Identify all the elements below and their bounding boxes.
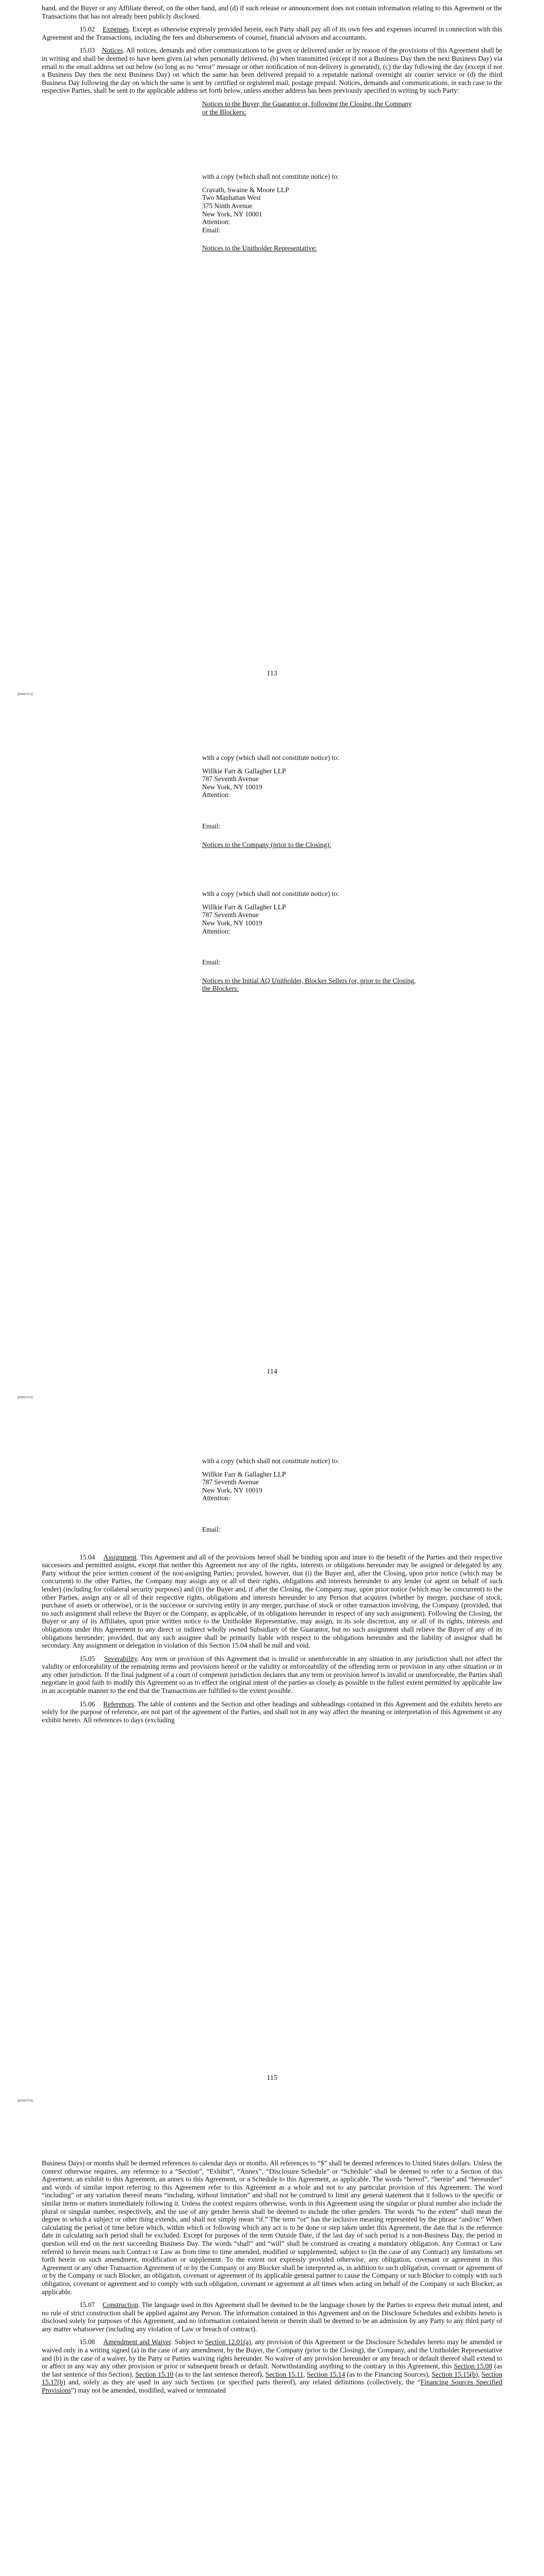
section-title: Notices xyxy=(102,46,123,55)
email-label: Email: xyxy=(202,958,221,967)
page-content xyxy=(42,1457,502,1729)
address-line: New York, NY 10019 xyxy=(202,1486,262,1494)
address-line: Willkie Farr & Gallagher LLP xyxy=(202,903,286,911)
address-line: New York, NY 10019 xyxy=(202,783,262,791)
section-text: (as to the Financing Sources), xyxy=(345,2370,432,2378)
address-line: Willkie Farr & Gallagher LLP xyxy=(202,767,286,775)
page-115 xyxy=(0,1406,544,2110)
section-reference-link: Section 15.11 xyxy=(265,2370,304,2378)
section-number: 15.06 xyxy=(79,1700,95,1708)
page-content xyxy=(42,754,502,993)
notice-heading-company: Notices to the Company (prior to the Closing): xyxy=(202,840,332,849)
email-label: Email: xyxy=(202,822,221,830)
page-116 xyxy=(0,2110,544,2576)
copy-label: with a copy (which shall not constitute notice) to: xyxy=(202,1457,339,1465)
doc-id: [[5999767]] xyxy=(18,1396,33,1399)
address-line: Two Manhattan West xyxy=(202,194,261,202)
page-number: 113 xyxy=(267,670,277,677)
section-number: 15.05 xyxy=(79,1654,95,1663)
section-reference-link: Section 15.17(b) xyxy=(42,2370,502,2386)
section-15-06 xyxy=(42,1700,502,1724)
page-113 xyxy=(0,0,544,703)
section-15-05 xyxy=(42,1655,502,1695)
section-text: . Except as otherwise expressly provided herein, each Party shall pay all of its own fees and expenses incurred in connection with this Agreement and the Transactions, including the fees and disbursements of counsel, financial advisors and accountants. xyxy=(42,25,502,41)
address-line: Email: xyxy=(202,226,221,234)
section-title: Construction xyxy=(102,2301,139,2309)
section-reference-link: Section 15.15(b) xyxy=(432,2370,478,2378)
page-number: 114 xyxy=(267,1368,277,1376)
address-line: Attention: xyxy=(202,927,230,935)
address-line: Willkie Farr & Gallagher LLP xyxy=(202,1470,286,1478)
page-content xyxy=(42,4,502,252)
address-line: Attention: xyxy=(202,1494,230,1502)
page-content xyxy=(42,2159,502,2400)
section-15-03 xyxy=(42,46,502,95)
address-willkie xyxy=(202,1470,419,1502)
section-15-07 xyxy=(42,2301,502,2333)
section-text: . The table of contents and the Section and other headings and subheadings contained in this Agreement and the exhibits hereto are solely for the purpose of reference, are not part of the agreement of the Parties, and shall not in any way affect the meaning or interpretation of this Agreement or any exhibit hereto. All references to days (excluding xyxy=(42,1700,503,1724)
address-line: Attention: xyxy=(202,791,230,799)
section-text: . The language used in this Agreement shall be deemed to be the language chosen by the Parties to express their mutual intent, and no rule of strict construction shall be applied against any Person. The information contained in this Agreement and on the Disclosure Schedules and exhibits hereto is disclosed solely for purposes of this Agreement, and no information contained herein or therein shall be deemed to be an admission by any Party to any third party of any matter whatsoever (including any violation of Law or breach of contract). xyxy=(42,2301,503,2333)
section-15-02 xyxy=(42,25,502,41)
doc-id: [[5999767]] xyxy=(18,2099,33,2103)
section-title: Severability xyxy=(104,1654,137,1663)
section-title: Amendment and Waiver xyxy=(103,2338,171,2346)
notice-heading-unitholder-rep: Notices to the Unitholder Representative: xyxy=(202,244,317,252)
section-text: ”) may not be amended, modified, waived or terminated xyxy=(71,2386,226,2395)
section-text: . All notices, demands and other communications to be given or delivered under or by reason of the provisions of this Agreement shall be in writing and shall be deemed to have been given (a) when personally delivered, (b) when transmitted (except if not a Business Day then the next Business Day) via email to the email address set out below (so long as no “error” message or other notification of non-delivery is generated), (c) the day following the day (except if not a Business Day then the next Business Day) on which the same has been delivered prepaid to a reputable national overnight air courier service or (d) the third Business Day following the day on which the same is sent by certified or registered mail, postage prepaid. Notices, demands and communications, in each case to the respective Parties, shall be sent to the applicable address set forth below, unless another address has been previously specified in writing by such Party: xyxy=(42,46,503,95)
section-number: 15.02 xyxy=(79,25,95,33)
section-text: . This Agreement and all of the provisions hereof shall be binding upon and inure to the benefit of the Parties and their respective successors and permitted assigns, except that neither this Agreement nor any of the rights, interests or obligations hereunder may be assigned or delegated by any Party without the prior written consent of the non-assigning Parties; provided, however, that (i) the Buyer and, after the Closing, upon prior notice (which may be concurrent) to the other Parties, the Company may assign any or all of their rights, obligations and interests hereunder to any lender (or agent on behalf of such lender) (including for collateral security purposes) and (ii) the Buyer and, if after the Closing, the Company may, upon prior notice (which may be concurrent) to the other Parties, assign any or all of their respective rights, obligations and interests hereunder to any Person that acquires (whether by merger, purchase of stock, purchase of assets or otherwise), or is the successor or surviving entity in any merger, purchase of stock or other transaction involving, the Company (provided, that no such assignment shall relieve the Buyer or the Company, as applicable, of its obligations hereunder in respect of any such assignment). Following the Closing, the Buyer or any of its Affiliates, upon prior written notice to the Unitholder Representative, may assign, in its sole discretion, any or all of its rights, interests and obligations under this Agreement to any direct or indirect wholly owned Subsidiary of the Guarantor, but no such assignment shall relieve the Buyer of any of its obligations hereunder; provided, that any such assignee shall be primarily liable with respect to the obligations hereunder and the liability of assignor shall be secondary. Any assignment or delegation in violation of this Section 15.04 shall be null and void. xyxy=(42,1553,502,1650)
address-line: New York, NY 10001 xyxy=(202,210,262,218)
page-number: 115 xyxy=(267,2074,277,2082)
address-line: 787 Seventh Avenue xyxy=(202,775,259,783)
section-reference-link: Section 15.10 xyxy=(135,2370,174,2378)
address-line: 787 Seventh Avenue xyxy=(202,1478,259,1486)
address-willkie xyxy=(202,903,419,935)
copy-label: with a copy (which shall not constitute notice) to: xyxy=(202,754,339,761)
section-text: (as to the last sentence thereof), xyxy=(173,2370,266,2378)
section-title: Expenses xyxy=(103,25,129,33)
section-reference-link: Section 15.08 xyxy=(454,2362,492,2370)
section-reference-link: Section 12.01(a) xyxy=(205,2338,251,2346)
section-15-04 xyxy=(42,1553,502,1650)
email-label: Email: xyxy=(202,1525,221,1533)
address-line: 375 Ninth Avenue xyxy=(202,201,253,210)
section-text: (as the last sentence of this Section), xyxy=(42,2362,502,2378)
copy-label: with a copy (which shall not constitute notice) to: xyxy=(202,173,339,181)
paragraph: Business Days) or months shall be deemed references to calendar days or months. All references to “$” shall be deemed references to United States dollars. Unless the context otherwise requires, any reference to a “Section”, “Exhibit”, “Annex”, “Disclosure Schedule” or “Schedule” shall be deemed to refer to a Section of this Agreement, an exhibit to this Agreement, an annex to this Agreement, or a Schedule to this Agreement, as applicable. The words “hereof”, “herein” and “hereunder” and words of similar import referring to this Agreement refer to this Agreement as a whole and not to any particular provision of this Agreement. The word “including” or any variation thereof means “including, without limitation” and shall not be construed to limit any general statement that it follows to the specific or similar items or matters immediately following it. Unless the context requires otherwise, words in this Agreement using the singular or plural number also include the plural or singular number, respectively, and the use of any gender herein shall be deemed to include the other genders. The words “to the extent” shall mean the degree to which a subject or other thing extends, and shall not simply mean “if.” The term “or” has the inclusive meaning represented by the phrase “and/or.” When calculating the period of time before which, within which or following which any act is to be done or step taken under this Agreement, the date that is the reference date in calculating such period shall be excluded. Except for purposes of the term Outside Date, if the last day of such period is a non-Business Day, the period in question will end on the next succeeding Business Day. The words “shall” and “will” shall be construed as creating a mandatory obligation. Any Contract or Law referred to herein means such Contract or Law as from time to time amended, modified or supplemented, subject to (in the case of any Contract) any limitations set forth herein on such amendment, modification or supplement. To the extent not expressly provided otherwise, any obligation, covenant or agreement in this Agreement or any other Transaction Agreement of or by the Company or any Blocker shall be interpreted as, in addition to such obligation, covenant or agreement of or by the Company or such Blocker, an obligation, covenant or agreement of its applicable general partner to cause the Company or such Blocker to comply with such obligation, covenant or agreement and to comply with such obligation, covenant or agreement at all times when acting on behalf of the Company or such Blocker, as applicable. xyxy=(42,2159,502,2296)
section-text: . Any term or provision of this Agreement that is invalid or unenforceable in any situation in any jurisdiction shall not affect the validity or enforceability of the remaining terms and provisions hereof or the validity or enforceability of the offending term or provision in any other situation or in any other jurisdiction. If the final judgment of a court of competent jurisdiction declares that any term or provision hereof is invalid or unenforceable, the Parties shall negotiate in good faith to modify this Agreement so as to effect the original intent of the parties as closely as possible to the fullest extent permitted by applicable law in an acceptable manner to the end that the Transactions are fulfilled to the extent possible. xyxy=(42,1654,503,1695)
section-text: , any provision of this Agreement or the Disclosure Schedules hereto may be amended or waived only in a writing signed (a) in the case of any amendment, by the Buyer, the Company (prior to the Closing), the Company, and the Unitholder Representative and (b) in the case of a waiver, by the Party or Parties waiving rights hereunder. No waiver of any provision hereunder or any breach or default thereof shall extend to or affect in any way any other provision or prior or subsequent breach or default. Notwithstanding anything to the contrary in this Agreement, this xyxy=(42,2338,502,2370)
section-text: . Subject to xyxy=(171,2338,205,2346)
section-number: 15.07 xyxy=(79,2301,95,2309)
section-text: , xyxy=(477,2370,482,2378)
section-text: and, solely as they are used in any such Sections (or specified parts thereof), any related definitions (collectively, the “ xyxy=(65,2378,421,2386)
address-line: 787 Seventh Avenue xyxy=(202,911,259,919)
defined-term: Financing Sources Specified Provisions xyxy=(42,2378,503,2395)
section-title: References xyxy=(103,1700,134,1708)
address-line: Attention: xyxy=(202,218,230,226)
address-line: New York, NY 10019 xyxy=(202,919,262,927)
notice-heading-buyer: Notices to the Buyer, the Guarantor or, following the Closing, the Company or the Blockers: xyxy=(202,99,412,116)
paragraph: hand, and the Buyer or any Affiliate thereof, on the other hand, and (d) if such release or announcement does not contain information relating to this Agreement or the Transactions that has not already been publicly disclosed. xyxy=(42,4,502,20)
section-number: 15.04 xyxy=(79,1553,95,1561)
notice-heading-aq-unitholder: Notices to the Initial AQ Unitholder, Blocker Sellers (or, prior to the Closing, the Blockers: xyxy=(202,976,416,993)
page-114 xyxy=(0,703,544,1406)
doc-id: [[5999767]] xyxy=(18,693,33,696)
section-number: 15.03 xyxy=(79,46,95,55)
address-line: Cravath, Swaine & Moore LLP xyxy=(202,185,289,194)
address-cravath xyxy=(202,186,419,234)
section-text: , xyxy=(303,2370,307,2378)
copy-label: with a copy (which shall not constitute notice) to: xyxy=(202,890,339,898)
section-reference-link: Section 15.14 xyxy=(307,2370,345,2378)
section-number: 15.08 xyxy=(79,2338,95,2346)
section-15-08 xyxy=(42,2338,502,2394)
section-title: Assignment xyxy=(103,1553,137,1561)
address-willkie xyxy=(202,767,419,799)
